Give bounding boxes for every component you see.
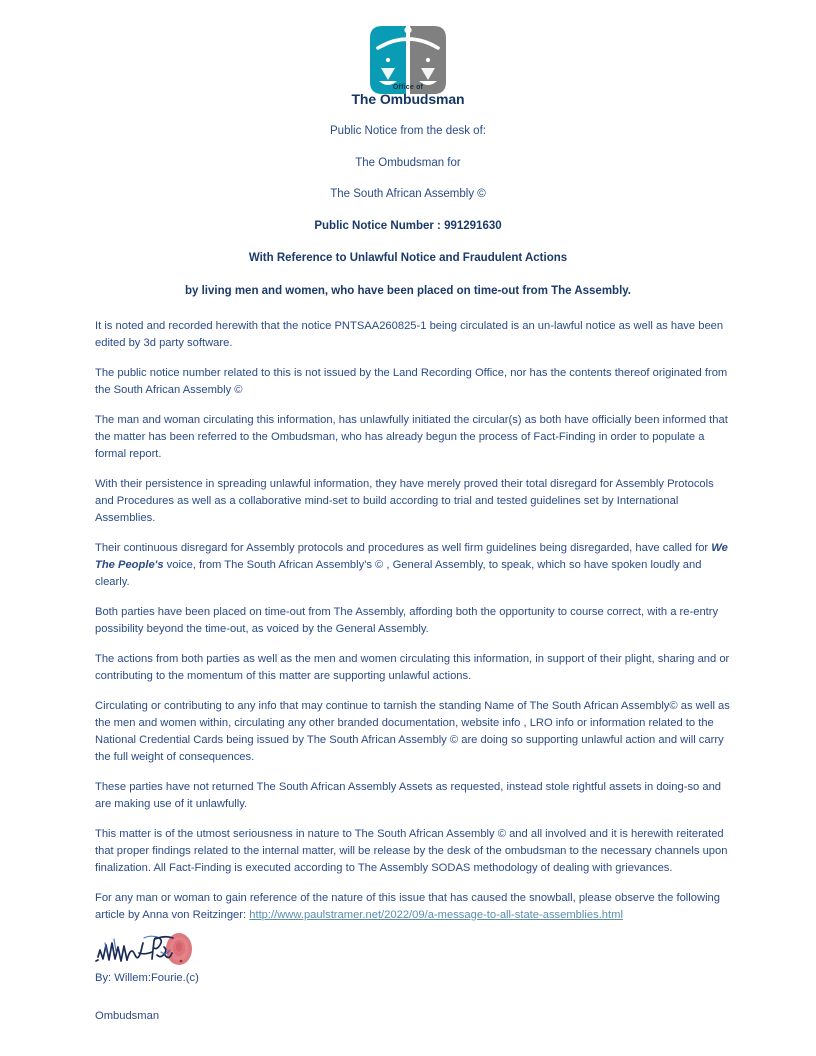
logo-office-label: Office of [392, 84, 424, 91]
notice-body [0, 318, 816, 924]
paragraph-11 [95, 890, 730, 924]
paragraph-9: These parties have not returned The South African Assembly Assets as requested, instead stole rightful assets in doing-so and are making use of it unlawfully. [95, 781, 722, 810]
paragraph-5-part-a: Their continuous disregard for Assembly protocols and procedures as well firm guidelines being disregarded, have called for [95, 542, 712, 554]
paragraph-2: The public notice number related to this is not issued by the Land Recording Office, nor has the contents thereof originated from the South African Assembly © [95, 367, 728, 396]
notice-reference: With Reference to Unlawful Notice and Fraudulent Actions [248, 252, 568, 264]
paragraph-5 [95, 540, 730, 591]
logo-name-label: The Ombudsman [351, 91, 465, 107]
paragraph-5-emphasis: We The People's [95, 542, 728, 571]
paragraph-10: This matter is of the utmost seriousness in nature to The South African Assembly © and all involved and it is herewith reiterated that proper findings related to the internal matter, will be release by the desk of the ombudsman to the necessary channels upon finalization. All Fact-Finding is executed according to The Assembly SODAS methodology of dealing with grievances. [95, 828, 728, 874]
paragraph-4: With their persistence in spreading unlawful information, they have merely proved their total disregard for Assembly Protocols and Procedures as well as a collaborative mind-set to build according to trial and tested guidelines set by International Assemblies. [95, 478, 714, 524]
handwritten-signature [95, 933, 205, 969]
signer-role: Ombudsman [95, 1010, 160, 1022]
public-notice-number: Public Notice Number : 991291630 [314, 219, 502, 232]
paragraph-8: Circulating or contributing to any info that may continue to tarnish the standing Name of The South African Assembly© as well as the men and women within, circulating any other branded documentation, website info , LRO info or information related to the National Credential Cards being issued by The South African Assembly © are doing so supporting unlawful action and will carry the full weight of consequences. [95, 700, 730, 763]
ombudsman-logo [0, 0, 816, 106]
reference-article-link[interactable]: http://www.paulstramer.net/2022/09/a-message-to-all-state-assemblies.html [249, 909, 623, 921]
paragraph-1: It is noted and recorded herewith that the notice PNTSAA260825-1 being circulated is an un-lawful notice as well as have been edited by 3d party software. [95, 320, 724, 349]
notice-subject: by living men and women, who have been placed on time-out from The Assembly. [184, 284, 632, 297]
paragraph-7: The actions from both parties as well as the men and women circulating this information, in support of their plight, sharing and or contributing to the momentum of this matter are supporting unlawful actions. [95, 653, 730, 682]
paragraph-3: The man and woman circulating this information, has unlawfully initiated the circular(s) as both have officially been informed that the matter has been referred to the Ombudsman, who has already begun the process of Fact-Finding in order to populate a formal report. [95, 414, 728, 460]
header-line-desk-of: Public Notice from the desk of: [330, 125, 486, 137]
header-line-assembly: The South African Assembly © [330, 188, 486, 200]
ombudsman-logo-wordmark [351, 84, 464, 106]
signer-name: By: Willem:Fourie.(c) [95, 972, 199, 984]
paragraph-6: Both parties have been placed on time-out from The Assembly, affording both the opportunity to course correct, with a re-entry possibility beyond the time-out, as voiced by the General Assembly. [95, 606, 719, 635]
signature-block [0, 933, 816, 1025]
header-line-ombudsman-for: The Ombudsman for [355, 156, 461, 169]
paragraph-11-text: For any man or woman to gain reference of the nature of this issue that has caused the snowball, please observe the following article by Anna von Reitzinger: [95, 892, 720, 921]
paragraph-5-part-b: voice, from The South African Assembly's © , General Assembly, to speak, which so have spoken loudly and clearly. [95, 559, 702, 588]
